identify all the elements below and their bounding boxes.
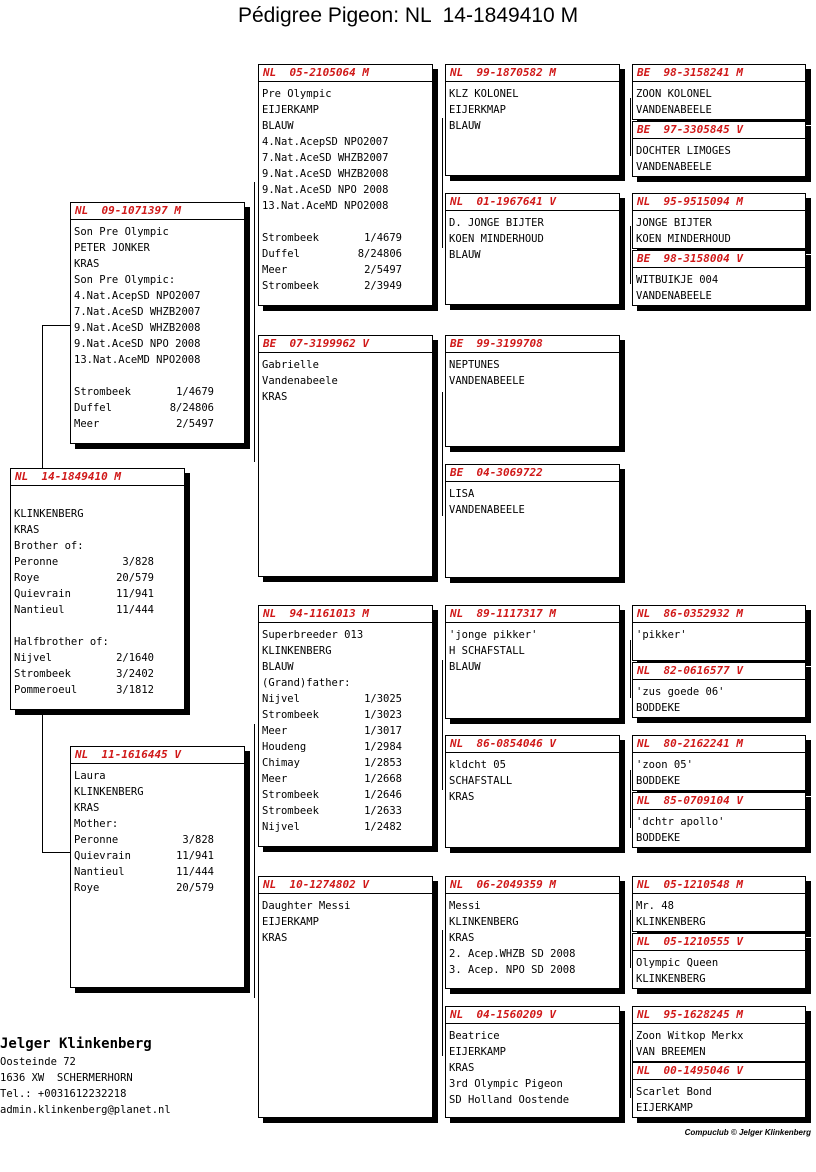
info-line (14, 618, 181, 634)
info-line: JONGE BIJTER (636, 217, 712, 229)
race-name: Houdeng (262, 741, 307, 753)
info-line: SD Holland Oostende (449, 1094, 570, 1106)
result-row (262, 691, 402, 707)
race-result: 3/828 (182, 834, 214, 846)
race-result: 20/579 (176, 882, 214, 894)
info-line: KRAS (449, 791, 475, 803)
info-line: Halfbrother of: (14, 636, 109, 648)
info-line: 'zus goede 06' (636, 686, 725, 698)
info-line: Laura (74, 770, 106, 782)
pigeon-card-father (70, 202, 245, 444)
info-line: DOCHTER LIMOGES (636, 145, 731, 157)
info-line: 4.Nat.AcepSD NPO2007 (262, 136, 389, 148)
info-line: 4.Nat.AcepSD NPO2007 (74, 290, 201, 302)
race-result: 1/3017 (364, 725, 402, 737)
result-row (262, 771, 402, 787)
pigeon-card-gen4 (632, 193, 806, 249)
info-line: 'zoon 05' (636, 759, 693, 771)
race-result: 2/5497 (176, 418, 214, 430)
race-result: 1/4679 (176, 386, 214, 398)
pigeon-card-gen4 (632, 121, 806, 177)
pigeon-card-gen4 (632, 933, 806, 989)
pigeon-card-grandmother-maternal (258, 876, 433, 1118)
info-line: VANDENABEELE (636, 104, 712, 116)
race-result: 8/24806 (357, 248, 402, 260)
pigeon-card-gen4 (632, 662, 806, 718)
info-line: VANDENABEELE (449, 504, 525, 516)
info-line: KRAS (449, 1062, 475, 1074)
info-line: 9.Nat.AceSD NPO 2008 (262, 184, 389, 196)
connector-line (42, 325, 43, 470)
info-line: Superbreeder 013 (262, 629, 364, 641)
result-row (262, 803, 402, 819)
result-row (262, 819, 402, 835)
info-line: Mother: (74, 818, 119, 830)
race-name: Peronne (74, 834, 119, 846)
info-line: BLAUW (262, 120, 294, 132)
info-line: H SCHAFSTALL (449, 645, 525, 657)
ring-number: NL 86-0352932 M (633, 606, 805, 623)
pigeon-card-grandmother-paternal (258, 335, 433, 577)
connector-line (442, 660, 443, 790)
info-line: Messi (449, 900, 481, 912)
ring-number: NL 82-0616577 V (633, 663, 805, 680)
race-result: 1/4679 (364, 232, 402, 244)
ring-number: NL 04-1560209 V (446, 1007, 619, 1024)
ring-number: NL 14-1849410 M (11, 469, 184, 486)
race-name: Strombeek (262, 232, 319, 244)
ring-number: NL 05-1210548 M (633, 877, 805, 894)
pigeon-card-gen3 (445, 1006, 620, 1118)
info-line: Brother of: (14, 540, 84, 552)
race-name: Meer (262, 264, 288, 276)
result-row (14, 602, 154, 618)
info-line: 7.Nat.AceSD WHZB2007 (262, 152, 389, 164)
owner-phone: Tel.: +0031612232218 (0, 1088, 127, 1100)
owner-postcode-city: 1636 XW SCHERMERHORN (0, 1072, 133, 1084)
info-line: LISA (449, 488, 475, 500)
pigeon-card-gen3 (445, 64, 620, 176)
info-line: 13.Nat.AceMD NPO2008 (262, 200, 389, 212)
pigeon-card-gen4 (632, 735, 806, 791)
info-line: KRAS (74, 802, 100, 814)
info-line: KRAS (74, 258, 100, 270)
info-line (74, 368, 241, 384)
race-name: Strombeek (262, 709, 319, 721)
info-line: 9.Nat.AceSD WHZB2008 (74, 322, 201, 334)
info-line: EIJERKAMP (636, 1102, 693, 1114)
info-line: Pre Olympic (262, 88, 332, 100)
result-row (262, 262, 402, 278)
pigeon-card-gen4 (632, 605, 806, 661)
pigeon-card-gen3 (445, 735, 620, 848)
info-line: (Grand)father: (262, 677, 351, 689)
race-result: 11/941 (176, 850, 214, 862)
result-row (14, 666, 154, 682)
pigeon-card-gen3 (445, 193, 620, 305)
race-name: Nantieul (14, 604, 65, 616)
race-name: Meer (262, 725, 288, 737)
info-line: ZOON KOLONEL (636, 88, 712, 100)
pigeon-card-gen4 (632, 792, 806, 848)
pigeon-card-gen3 (445, 876, 620, 989)
info-line: BLAUW (262, 661, 294, 673)
race-name: Pommeroeul (14, 684, 78, 696)
ring-number: BE 07-3199962 V (259, 336, 432, 353)
info-line: SCHAFSTALL (449, 775, 513, 787)
ring-number: BE 98-3158241 M (633, 65, 805, 82)
race-name: Roye (74, 882, 100, 894)
info-line: 9.Nat.AceSD WHZB2008 (262, 168, 389, 180)
race-name: Roye (14, 572, 40, 584)
info-line: Daughter Messi (262, 900, 351, 912)
info-line: KLINKENBERG (262, 645, 332, 657)
result-row (262, 278, 402, 294)
result-row (14, 586, 154, 602)
info-line: BODDEKE (636, 832, 681, 844)
info-line: EIJERKAMP (262, 104, 319, 116)
ring-number: NL 89-1117317 M (446, 606, 619, 623)
info-line: VANDENABEELE (636, 161, 712, 173)
pigeon-card-gen4 (632, 250, 806, 306)
info-line: Beatrice (449, 1030, 500, 1042)
race-result: 1/3023 (364, 709, 402, 721)
ring-number: NL 05-2105064 M (259, 65, 432, 82)
result-row (14, 682, 154, 698)
info-line: Mr. 48 (636, 900, 674, 912)
result-row (74, 400, 214, 416)
race-result: 1/2482 (364, 821, 402, 833)
pigeon-card-gen4 (632, 1062, 806, 1118)
pigeon-card-grandfather-maternal (258, 605, 433, 847)
race-result: 3/1812 (116, 684, 154, 696)
race-name: Quievrain (14, 588, 71, 600)
race-name: Meer (262, 773, 288, 785)
connector-line (42, 325, 70, 326)
info-line: KRAS (449, 932, 475, 944)
info-line: 'dchtr apollo' (636, 816, 725, 828)
info-line: BODDEKE (636, 702, 681, 714)
info-line (14, 490, 181, 506)
info-line: 'pikker' (636, 629, 687, 641)
info-line: BLAUW (449, 249, 481, 261)
connector-line (254, 182, 255, 462)
ring-number: NL 05-1210555 V (633, 934, 805, 951)
info-line: EIJERKAMP (262, 916, 319, 928)
result-row (74, 384, 214, 400)
race-name: Duffel (262, 248, 300, 260)
connector-line (42, 852, 70, 853)
connector-line (630, 98, 631, 156)
race-result: 2/3949 (364, 280, 402, 292)
owner-email: admin.klinkenberg@planet.nl (0, 1104, 171, 1116)
connector-line (630, 640, 631, 698)
race-result: 8/24806 (169, 402, 214, 414)
connector-line (442, 930, 443, 1056)
race-result: 11/444 (176, 866, 214, 878)
race-result: 2/1640 (116, 652, 154, 664)
footer-credit: Compuclub © Jelger Klinkenberg (684, 1128, 811, 1137)
result-row (74, 416, 214, 432)
race-result: 11/444 (116, 604, 154, 616)
result-row (262, 707, 402, 723)
pigeon-card-gen3 (445, 464, 620, 578)
ring-number: BE 97-3305845 V (633, 122, 805, 139)
pigeon-card-subject (10, 468, 185, 710)
race-result: 20/579 (116, 572, 154, 584)
info-line: KOEN MINDERHOUD (636, 233, 731, 245)
info-line: 3. Acep. NPO SD 2008 (449, 964, 576, 976)
race-result: 1/2984 (364, 741, 402, 753)
pigeon-card-grandfather-paternal (258, 64, 433, 306)
ring-number: NL 09-1071397 M (71, 203, 244, 220)
result-row (14, 650, 154, 666)
owner-address: Oosteinde 72 (0, 1056, 76, 1068)
race-result: 3/828 (122, 556, 154, 568)
info-line: D. JONGE BIJTER (449, 217, 544, 229)
ring-number: BE 04-3069722 (446, 465, 619, 482)
result-row (74, 880, 214, 896)
race-name: Strombeek (14, 668, 71, 680)
info-line: BLAUW (449, 120, 481, 132)
race-result: 3/2402 (116, 668, 154, 680)
race-name: Chimay (262, 757, 300, 769)
info-line: KRAS (262, 391, 288, 403)
pigeon-card-gen4 (632, 876, 806, 932)
owner-info (0, 1034, 171, 1118)
info-line: Son Pre Olympic (74, 226, 169, 238)
ring-number: NL 01-1967641 V (446, 194, 619, 211)
race-name: Strombeek (74, 386, 131, 398)
race-name: Nijvel (262, 821, 300, 833)
race-name: Quievrain (74, 850, 131, 862)
pigeon-card-gen3 (445, 605, 620, 719)
info-line: EIJERKMAP (449, 104, 506, 116)
info-line (262, 214, 429, 230)
race-name: Nijvel (14, 652, 52, 664)
result-row (262, 739, 402, 755)
connector-line (630, 770, 631, 828)
info-line: KLZ KOLONEL (449, 88, 519, 100)
info-line: EIJERKAMP (449, 1046, 506, 1058)
result-row (14, 570, 154, 586)
info-line: KLINKENBERG (636, 916, 706, 928)
owner-name: Jelger Klinkenberg (0, 1036, 152, 1052)
result-row (74, 864, 214, 880)
info-line: WITBUIKJE 004 (636, 274, 719, 286)
page-title: Pédigree Pigeon: NL 14-1849410 M (237, 4, 579, 27)
ring-number: BE 98-3158004 V (633, 251, 805, 268)
ring-number: NL 10-1274802 V (259, 877, 432, 894)
info-line: BODDEKE (636, 775, 681, 787)
info-line: NEPTUNES (449, 359, 500, 371)
race-name: Meer (74, 418, 100, 430)
race-name: Nantieul (74, 866, 125, 878)
info-line: Vandenabeele (262, 375, 338, 387)
race-name: Strombeek (262, 280, 319, 292)
ring-number: NL 11-1616445 V (71, 747, 244, 764)
info-line: VANDENABEELE (449, 375, 525, 387)
info-line: PETER JONKER (74, 242, 150, 254)
race-result: 1/3025 (364, 693, 402, 705)
race-result: 11/941 (116, 588, 154, 600)
ring-number: NL 00-1495046 V (633, 1063, 805, 1080)
info-line: 7.Nat.AceSD WHZB2007 (74, 306, 201, 318)
result-row (262, 787, 402, 803)
info-line: KRAS (262, 932, 288, 944)
connector-line (630, 226, 631, 284)
info-line: 2. Acep.WHZB SD 2008 (449, 948, 576, 960)
info-line: Gabrielle (262, 359, 319, 371)
pigeon-card-gen4 (632, 64, 806, 120)
pigeon-card-gen4 (632, 1006, 806, 1062)
race-name: Strombeek (262, 805, 319, 817)
ring-number: NL 85-0709104 V (633, 793, 805, 810)
ring-number: NL 94-1161013 M (259, 606, 432, 623)
ring-number: NL 86-0854046 V (446, 736, 619, 753)
info-line: 3rd Olympic Pigeon (449, 1078, 563, 1090)
race-name: Duffel (74, 402, 112, 414)
ring-number: NL 95-9515094 M (633, 194, 805, 211)
info-line: KRAS (14, 524, 40, 536)
result-row (74, 848, 214, 864)
ring-number: NL 80-2162241 M (633, 736, 805, 753)
result-row (14, 554, 154, 570)
info-line: VAN BREEMEN (636, 1046, 706, 1058)
ring-number: NL 06-2049359 M (446, 877, 619, 894)
race-name: Nijvel (262, 693, 300, 705)
pigeon-card-mother (70, 746, 245, 988)
info-line: VANDENABEELE (636, 290, 712, 302)
ring-number: BE 99-3199708 (446, 336, 619, 353)
info-line: BLAUW (449, 661, 481, 673)
ring-number: NL 99-1870582 M (446, 65, 619, 82)
connector-line (42, 712, 43, 852)
result-row (262, 246, 402, 262)
result-row (262, 723, 402, 739)
connector-line (630, 1040, 631, 1098)
pigeon-card-gen3 (445, 335, 620, 447)
connector-line (254, 724, 255, 998)
connector-line (442, 118, 443, 248)
result-row (262, 230, 402, 246)
result-row (262, 755, 402, 771)
info-line: 'jonge pikker' (449, 629, 538, 641)
race-result: 1/2646 (364, 789, 402, 801)
info-line: KLINKENBERG (449, 916, 519, 928)
info-line: Olympic Queen (636, 957, 719, 969)
info-line: kldcht 05 (449, 759, 506, 771)
ring-number: NL 95-1628245 M (633, 1007, 805, 1024)
result-row (74, 832, 214, 848)
info-line: 13.Nat.AceMD NPO2008 (74, 354, 201, 366)
race-name: Peronne (14, 556, 59, 568)
race-result: 1/2668 (364, 773, 402, 785)
info-line: Scarlet Bond (636, 1086, 712, 1098)
race-name: Strombeek (262, 789, 319, 801)
info-line: Zoon Witkop Merkx (636, 1030, 744, 1042)
info-line: KLINKENBERG (74, 786, 144, 798)
info-line: KOEN MINDERHOUD (449, 233, 544, 245)
info-line: KLINKENBERG (636, 973, 706, 985)
connector-line (630, 910, 631, 968)
race-result: 2/5497 (364, 264, 402, 276)
info-line: Son Pre Olympic: (74, 274, 176, 286)
info-line: 9.Nat.AceSD NPO 2008 (74, 338, 201, 350)
race-result: 1/2853 (364, 757, 402, 769)
race-result: 1/2633 (364, 805, 402, 817)
info-line: KLINKENBERG (14, 508, 84, 520)
connector-line (442, 392, 443, 516)
